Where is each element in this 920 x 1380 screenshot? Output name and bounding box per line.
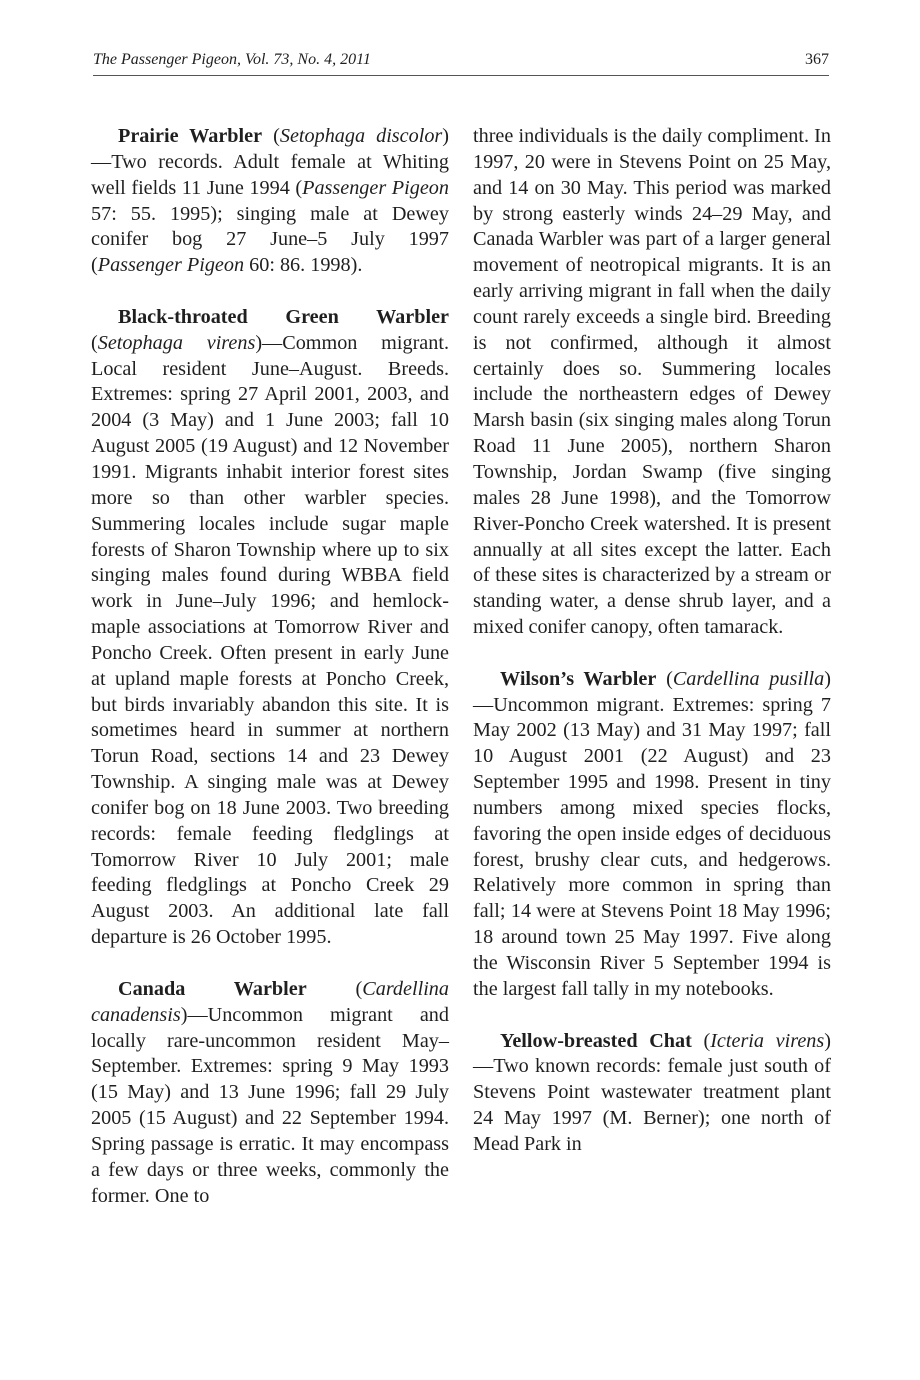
scientific-name: Setophaga discolor xyxy=(279,125,443,147)
scientific-name: Cardellina canadensis xyxy=(91,977,449,1026)
species-name: Black-throated Green Warbler xyxy=(118,305,449,328)
right-column xyxy=(473,124,831,1158)
species-entry-wilsons-warbler: Wilson’s Warbler (Cardellina pusilla)—Uncommon migrant. Extremes: spring 7 May 2002 (13 May) and 31 May 1997; fall 10 August 2001 (22 August) and 23 September 1995 and 1998. Present in tiny numbers among mixed species flocks, favoring the open inside edges of deciduous forest, brushy clear cuts, and hedgerows. Relatively more common in spring than fall; 14 were at Stevens Point 18 May 1996; 18 around town 25 May 1997. Five along the Wisconsin River 5 September 1994 is the largest fall tally in my notebooks. xyxy=(473,667,831,1000)
entry-text: )—Common migrant. Local resident June–August. Breeds. Extremes: spring 27 April 2001, 2003, and 2004 (3 May) and 1 June 2003; fall 10 August 2005 (19 August) and 12 November 1991. Migrants inhabit interior forest sites more so than other warbler species. Summering locales include sugar maple forests of Sharon Township where up to six singing males found during WBBA field work in June–July 1996; and hemlock-maple associations at Tomorrow River and Poncho Creek. Often present in early June at upland maple forests at Poncho Creek, but birds invariably abandon this site. It is sometimes heard in summer at northern Torun Road, sections 14 and 23 Dewey Township. A singing male was at Dewey conifer bog on 18 June 2003. Two breeding records: female feeding fledglings at Tomorrow River 10 July 2001; male feeding fledglings at Poncho Creek 29 August 2003. An additional late fall departure is 26 October 1995. xyxy=(91,331,449,949)
scientific-name: Icteria virens xyxy=(710,1029,825,1052)
scientific-name: Setophaga virens xyxy=(97,331,256,354)
scientific-name: Cardellina pusilla xyxy=(672,667,825,690)
species-entry-yellow-breasted-chat: Yellow-breasted Chat (Icteria virens)—Two known records: female just south of Stevens Point wastewater treatment plant 24 May 1997 (M. Berner); one north of Mead Park in xyxy=(473,1029,831,1155)
entry-text: 57: 55. 1995); singing male at Dewey conifer bog 27 June–5 July 1997 ( xyxy=(91,202,449,277)
entry-text: 60: 86. 1998). xyxy=(244,254,363,277)
reference-title: Passenger Pigeon xyxy=(302,176,449,199)
running-header xyxy=(93,51,829,76)
entry-text: )—Uncommon migrant. Extremes: spring 7 May 2002 (13 May) and 31 May 1997; fall 10 August 2001 (22 August) and 23 September 1995 and 1998. Present in tiny numbers among mixed species flocks, favoring the open inside edges of deciduous forest, brushy clear cuts, and hedgerows. Relatively more common in spring than fall; 14 were at Stevens Point 18 May 1996; 18 around town 25 May 1997. Five along the Wisconsin River 5 September 1994 is the largest fall tally in my notebooks. xyxy=(473,667,831,1000)
species-name: Canada Warbler xyxy=(118,977,307,1000)
species-entry-prairie-warbler: Prairie Warbler (Setophaga discolor)—Two records. Adult female at Whiting well fields 11 June 1994 (Passenger Pigeon 57: 55. 1995); singing male at Dewey conifer bog 27 June–5 July 1997 (Passenger Pigeon 60: 86. 1998). xyxy=(91,125,450,277)
left-column xyxy=(91,124,449,1209)
species-entry-black-throated-green-warbler: Black-throated Green Warbler (Setophaga virens)—Common migrant. Local resident June–August. Breeds. Extremes: spring 27 April 2001, 2003, and 2004 (3 May) and 1 June 2003; fall 10 August 2005 (19 August) and 12 November 1991. Migrants inhabit interior forest sites more so than other warbler species. Summering locales include sugar maple forests of Sharon Township where up to six singing males found during WBBA field work in June–July 1996; and hemlock-maple associations at Tomorrow River and Poncho Creek. Often present in early June at upland maple forests at Poncho Creek, but birds invariably abandon this site. It is sometimes heard in summer at northern Torun Road, sections 14 and 23 Dewey Township. A singing male was at Dewey conifer bog on 18 June 2003. Two breeding records: female feeding fledglings at Tomorrow River 10 July 2001; male feeding fledglings at Poncho Creek 29 August 2003. An additional late fall departure is 26 October 1995. xyxy=(91,305,449,949)
species-name: Yellow-breasted Chat xyxy=(500,1029,692,1052)
species-name: Wilson’s Warbler xyxy=(500,667,657,690)
species-name: Prairie Warbler xyxy=(118,125,263,147)
page-number: 367 xyxy=(805,51,829,68)
species-entry-canada-warbler: Canada Warbler (Cardellina canadensis)—Uncommon migrant and locally rare-uncommon resident May–September. Extremes: spring 9 May 1993 (15 May) and 13 June 1996; fall 29 July 2005 (15 August) and 22 September 1994. Spring passage is erratic. It may encompass a few days or three weeks, commonly the former. One to xyxy=(91,977,449,1207)
entry-text: )—Two records. Adult female at Whiting well fields 11 June 1994 ( xyxy=(91,125,450,199)
species-entry-canada-warbler-continued: three individuals is the daily compliment. In 1997, 20 were in Stevens Point on 25 May, and 14 on 30 May. This period was marked by strong easterly winds 24–29 May, and Canada Warbler was part of a larger general movement of neotropical migrants. It is an early arriving migrant in fall when the daily count rarely exceeds a single bird. Breeding is not confirmed, although it almost certainly does so. Summering locales include the northeastern edges of Dewey Marsh basin (six singing males along Torun Road 11 June 2005), northern Sharon Township, Jordan Swamp (five singing males 28 June 1998), and the Tomorrow River-Poncho Creek watershed. It is present annually at all sites except the latter. Each of these sites is characterized by a stream or standing water, a dense shrub layer, and a mixed conifer canopy, often tamarack. xyxy=(473,125,831,639)
journal-citation: The Passenger Pigeon, Vol. 73, No. 4, 2011 xyxy=(93,51,371,68)
reference-title: Passenger Pigeon xyxy=(97,254,245,277)
entry-text: )—Uncommon migrant and locally rare-uncommon resident May–September. Extremes: spring 9 May 1993 (15 May) and 13 June 1996; fall 29 July 2005 (15 August) and 22 September 1994. Spring passage is erratic. It may encompass a few days or three weeks, commonly the former. One to xyxy=(91,1003,449,1207)
entry-text: )—Two known records: female just south of Stevens Point wastewater treatment plant 24 May 1997 (M. Berner); one north of Mead Park in xyxy=(473,1029,831,1155)
